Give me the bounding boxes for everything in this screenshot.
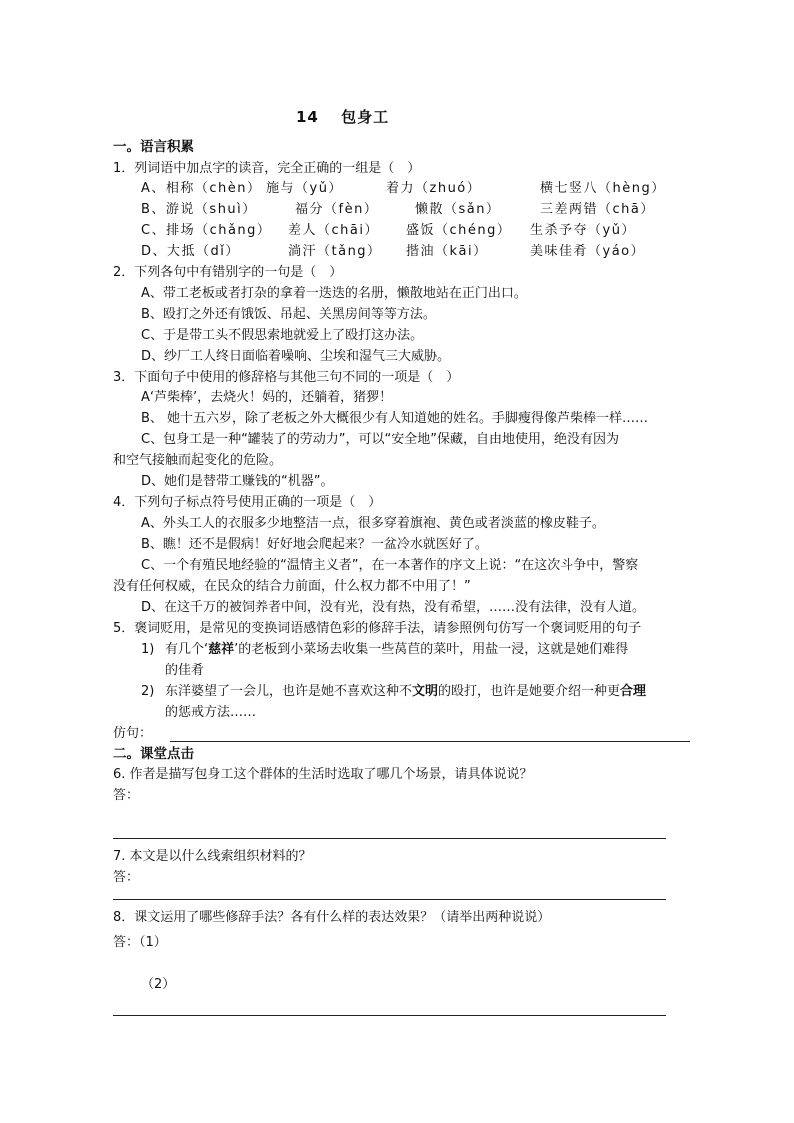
section-heading-language: 一。语言积累 [113, 139, 194, 155]
q5-example-2-line2: 的惩戒方法…… [165, 705, 257, 720]
q3-option-c-line1: C、包身工是一种“罐装了的劳动力”，可以“安全地”保藏，自由地使用，绝没有因为 [141, 432, 620, 447]
q1-option-b-2: 福分（fèn） [295, 202, 379, 217]
q1-option-d-2: 淌汗（tǎng） [288, 244, 382, 259]
page-title: 14 包身工 [296, 108, 390, 126]
q5-answer-line[interactable] [170, 741, 690, 742]
q3-option-d: D、她们是替带工赚钱的“机器”。 [141, 474, 334, 489]
q8-answer-line[interactable] [113, 1015, 666, 1016]
q5-example-2-text-a: 东洋婆望了一会儿，也许是她不喜欢这种不 [165, 684, 413, 699]
q5-example-1-text-b: ’的老板到小菜场去收集一些莴苣的菜叶，用盐一浸，这就是她们难得 [234, 642, 629, 657]
q2-option-c: C、于是带工头不假思索地就爱上了殴打这办法。 [141, 328, 424, 343]
q2-option-b: B、殴打之外还有饿饭、吊起、关黑房间等等方法。 [141, 307, 436, 322]
q5-example-1-emphasis: 慈祥 [208, 642, 235, 657]
q6-answer-label: 答： [113, 788, 140, 803]
q5-example-1-line1 [165, 641, 628, 659]
q1-option-b-1: B、游说（shuì） [141, 202, 257, 217]
q1-option-a-3: 着力（zhuó） [386, 181, 482, 196]
q6-answer-line[interactable] [113, 838, 666, 839]
q5-example-1-line2: 的佳肴 [165, 663, 205, 678]
q3-option-c-line2: 和空气接触而起变化的危险。 [113, 453, 283, 468]
q5-example-1-number: 1) [141, 642, 155, 657]
q1-option-d-1: D、大抵（dǐ） [141, 244, 240, 259]
q5-example-2-text-b: 的殴打，也许是她要介绍一种更 [438, 684, 621, 699]
q1-option-c-2: 差人（chāi） [288, 223, 379, 238]
q5-example-2-number: 2) [141, 684, 155, 699]
q3-option-a: A‘芦柴棒’，去烧火！妈的，还躺着，猪猡！ [141, 390, 393, 405]
q5-example-2-emphasis-2: 合理 [620, 684, 647, 699]
q2-option-a: A、带工老板或者打杂的拿着一迭迭的名册，懒散地站在正门出口。 [141, 286, 527, 301]
question-5-stem: 5．褒词贬用，是常见的变换词语感情色彩的修辞手法，请参照例句仿写一个褒词贬用的句子 [113, 621, 642, 636]
q1-option-b-3: 懒散（sǎn） [415, 202, 501, 217]
q5-imitate-label: 仿句： [113, 726, 153, 741]
q2-option-d: D、纱厂工人终日面临着噪响、尘埃和湿气三大威胁。 [141, 349, 451, 364]
q1-option-c-1: C、排场（chǎng） [141, 223, 272, 238]
question-3-stem: 3．下面句子中使用的修辞格与其他三句不同的一项是（ ） [113, 370, 460, 385]
q4-option-b: B、瞧！还不是假病！好好地会爬起来？一盆冷水就医好了。 [141, 537, 488, 552]
q8-answer-part1-label: 答：（1） [113, 935, 167, 950]
q1-option-a-4: 横七竖八（hèng） [540, 181, 666, 196]
question-7-stem: 7. 本文是以什么线索组织材料的？ [113, 849, 312, 864]
q1-option-c-4: 生杀予夺（yǔ） [530, 223, 636, 238]
q7-answer-label: 答： [113, 870, 140, 885]
question-2-stem: 2．下列各句中有错别字的一句是（ ） [113, 265, 343, 280]
q7-answer-line[interactable] [113, 899, 666, 900]
question-8-stem: 8．课文运用了哪些修辞手法？各有什么样的表达效果？（请举出两种说说） [113, 910, 551, 925]
q1-option-a-2: 施与（yǔ） [266, 181, 343, 196]
question-6-stem: 6. 作者是描写包身工这个群体的生活时选取了哪几个场景，请具体说说？ [113, 767, 533, 782]
q4-option-d: D、在这千万的被饲养者中间，没有光，没有热，没有希望，……没有法律，没有人道。 [141, 600, 646, 615]
q1-option-c-3: 盛饭（chéng） [406, 223, 512, 238]
q5-example-2-line1 [165, 683, 646, 701]
q1-option-d-4: 美味佳肴（yáo） [530, 244, 646, 259]
q5-example-1-text-a: 有几个‘ [165, 642, 209, 657]
q4-option-c-line2: 没有任何权威，在民众的结合力前面，什么权力都不中用了！” [113, 579, 471, 594]
q1-option-b-4: 三差两错（chā） [540, 202, 655, 217]
q3-option-b: B、 她十五六岁，除了老板之外大概很少有人知道她的姓名。手脚瘦得像芦柴棒一样…… [141, 411, 649, 426]
section-heading-classroom: 二。课堂点击 [113, 746, 194, 762]
q1-option-d-3: 揩油（kāi） [406, 244, 488, 259]
q1-option-a-1: A、相称（chèn） [141, 181, 262, 196]
q4-option-c-line1: C、一个有殖民地经验的“温情主义者”，在一本著作的序文上说：“在这次斗争中，警察 [141, 558, 639, 573]
q8-answer-part2-label: （2） [141, 977, 176, 992]
question-4-stem: 4．下列句子标点符号使用正确的一项是（ ） [113, 495, 382, 510]
q5-example-2-emphasis-1: 文明 [412, 684, 439, 699]
q4-option-a: A、外头工人的衣服多少地整洁一点，很多穿着旗袍、黄色或者淡蓝的橡皮鞋子。 [141, 516, 605, 531]
question-1-stem: 1．列词语中加点字的读音，完全正确的一组是（ ） [113, 161, 421, 176]
